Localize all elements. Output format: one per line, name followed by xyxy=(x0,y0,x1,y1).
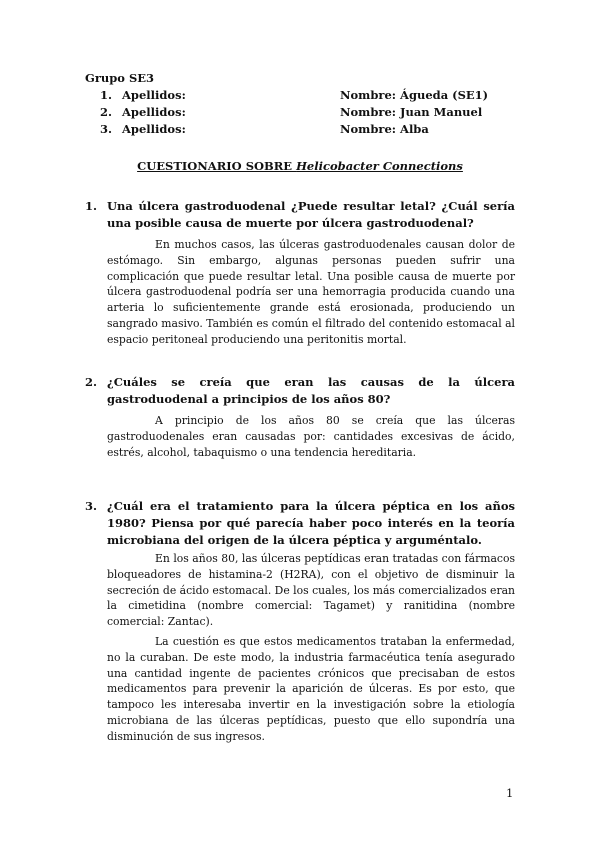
member-name: Nombre: Águeda (SE1) xyxy=(340,88,489,102)
question-text: ¿Cuáles se creía que eran las causas de la úlcera gastroduodenal a principios de los años 80? xyxy=(107,375,515,406)
member-name: Nombre: Alba xyxy=(340,122,429,136)
member-name: Nombre: Juan Manuel xyxy=(340,105,483,119)
answer-3-paragraph-2: La cuestión es que estos medicamentos trataban la enfermedad, no la curaban. De este modo, la industria farmacéutica tenía asegurado una cantidad ingente de pacientes crónicos que precisaban de estos medicamentos para prevenir la aparición de úlceras. Es por esto, que tampoco les interesaba invertir en la investigación sobre la etiología microbiana de las úlceras peptídicas, puesto que ello supondría una disminución de sus ingresos. xyxy=(107,635,515,743)
group-label: Grupo SE3 xyxy=(85,71,155,85)
member-list xyxy=(100,87,520,138)
member-number: 2. xyxy=(100,105,113,119)
surname-label: Apellidos: xyxy=(122,122,186,136)
answer-3-paragraph-1: En los años 80, las úlceras peptídicas eran tratadas con fármacos bloqueadores de histamina-2 (H2RA), con el objetivo de disminuir la secreción de ácido estomacal. De los cuales, los más comercializados eran la cimetidina (nombre comercial: Tagamet) y ranitidina (nombre comercial: Zantac). xyxy=(107,552,515,629)
question-1 xyxy=(85,198,515,232)
question-text: ¿Cuál era el tratamiento para la úlcera péptica en los años 1980? Piensa por qué parecía haber poco interés en la teoría microbiana del origen de la úlcera péptica y arguméntalo. xyxy=(107,499,515,547)
member-number: 1. xyxy=(100,88,113,102)
question-number: 1. xyxy=(85,199,98,213)
title-prefix: CUESTIONARIO SOBRE xyxy=(137,159,297,173)
surname-label: Apellidos: xyxy=(122,105,186,119)
question-text: Una úlcera gastroduodenal ¿Puede resultar letal? ¿Cuál sería una posible causa de muerte por úlcera gastroduodenal? xyxy=(107,199,515,230)
question-number: 3. xyxy=(85,499,98,513)
member-row xyxy=(100,121,520,138)
title-italic: Helicobacter Connections xyxy=(296,159,463,173)
member-row xyxy=(100,104,520,121)
page-number: 1 xyxy=(506,786,514,800)
member-row xyxy=(100,87,520,104)
question-2 xyxy=(85,374,515,408)
answer-2: A principio de los años 80 se creía que las úlceras gastroduodenales eran causadas por: cantidades excesivas de ácido, estrés, alcohol, tabaquismo o una tendencia hereditaria. xyxy=(107,414,515,459)
member-number: 3. xyxy=(100,122,113,136)
question-number: 2. xyxy=(85,375,98,389)
question-3 xyxy=(85,498,515,549)
answer-1: En muchos casos, las úlceras gastroduodenales causan dolor de estómago. Sin embargo, algunas personas pueden sufrir una complicación que puede resultar letal. Una posible causa de muerte por úlcera gastroduodenal podría ser una hemorragia producida cuando una arteria lo suficientemente grande está erosionada, produciendo un sangrado masivo. También es común el filtrado del contenido estomacal al espacio peritoneal produciendo una peritonitis mortal. xyxy=(107,238,515,346)
document-title xyxy=(0,159,600,173)
surname-label: Apellidos: xyxy=(122,88,186,102)
